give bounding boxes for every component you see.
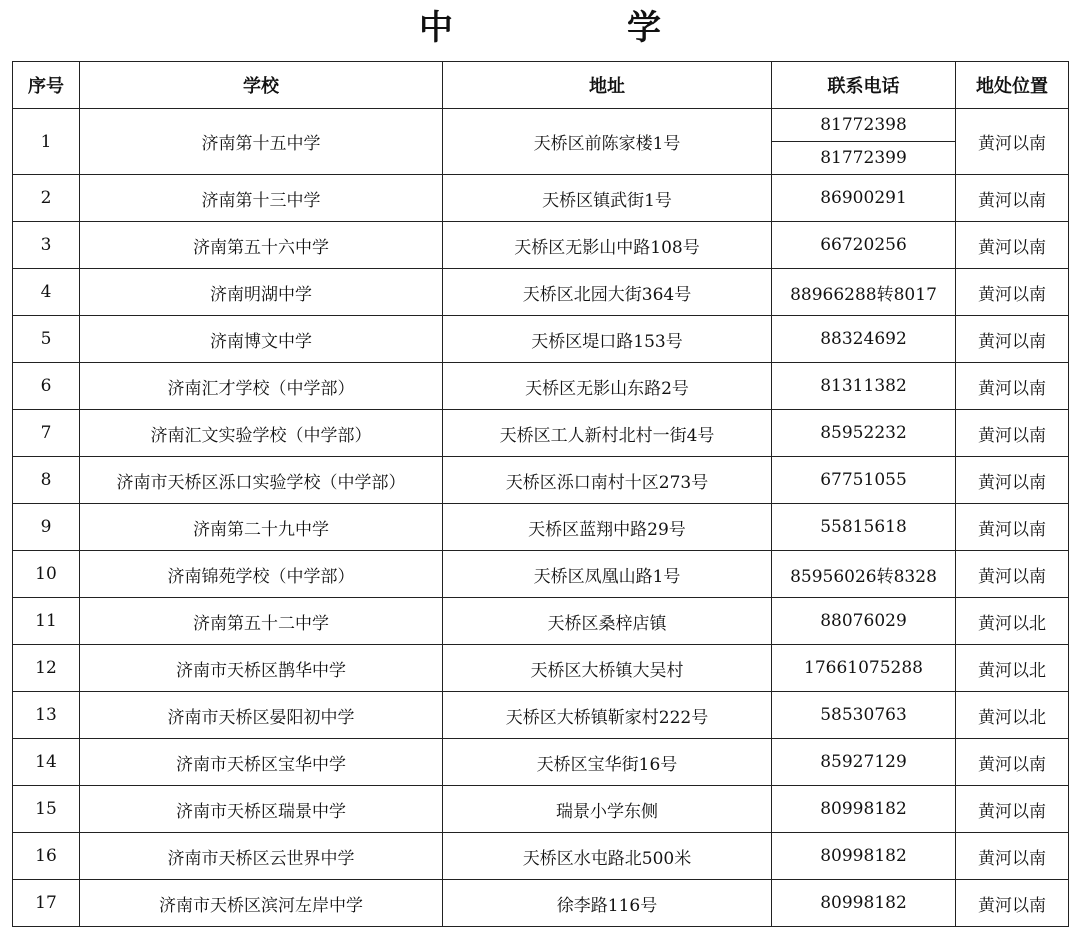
row-number: 2 bbox=[13, 175, 80, 222]
phone-number: 86900291 bbox=[772, 175, 956, 222]
school-address: 天桥区蓝翔中路29号 bbox=[443, 504, 772, 551]
header-phone: 联系电话 bbox=[772, 62, 956, 109]
row-number: 15 bbox=[13, 786, 80, 833]
location: 黄河以南 bbox=[956, 551, 1069, 598]
school-name: 济南第十五中学 bbox=[80, 109, 443, 175]
phone-number: 58530763 bbox=[772, 692, 956, 739]
school-address: 天桥区无影山东路2号 bbox=[443, 363, 772, 410]
location: 黄河以南 bbox=[956, 833, 1069, 880]
location: 黄河以南 bbox=[956, 363, 1069, 410]
school-name: 济南市天桥区云世界中学 bbox=[80, 833, 443, 880]
phone-number: 88076029 bbox=[772, 598, 956, 645]
row-number: 10 bbox=[13, 551, 80, 598]
school-address: 天桥区宝华街16号 bbox=[443, 739, 772, 786]
school-name: 济南汇文实验学校（中学部） bbox=[80, 410, 443, 457]
header-address: 地址 bbox=[443, 62, 772, 109]
table-row bbox=[13, 269, 1069, 316]
location: 黄河以南 bbox=[956, 739, 1069, 786]
table-row bbox=[13, 833, 1069, 880]
school-address: 瑞景小学东侧 bbox=[443, 786, 772, 833]
row-number: 17 bbox=[13, 880, 80, 927]
table-row bbox=[13, 316, 1069, 363]
header-location: 地处位置 bbox=[956, 62, 1069, 109]
phone-number: 17661075288 bbox=[772, 645, 956, 692]
row-number: 6 bbox=[13, 363, 80, 410]
table-row bbox=[13, 739, 1069, 786]
school-name: 济南明湖中学 bbox=[80, 269, 443, 316]
phone-number: 85952232 bbox=[772, 410, 956, 457]
school-address: 天桥区桑梓店镇 bbox=[443, 598, 772, 645]
row-number: 3 bbox=[13, 222, 80, 269]
school-address: 天桥区泺口南村十区273号 bbox=[443, 457, 772, 504]
school-address: 天桥区大桥镇靳家村222号 bbox=[443, 692, 772, 739]
school-name: 济南汇才学校（中学部） bbox=[80, 363, 443, 410]
location: 黄河以北 bbox=[956, 692, 1069, 739]
location: 黄河以南 bbox=[956, 175, 1069, 222]
page-title: 中 学 bbox=[419, 8, 731, 48]
table-row bbox=[13, 457, 1069, 504]
phone-number: 85927129 bbox=[772, 739, 956, 786]
phone-number: 66720256 bbox=[772, 222, 956, 269]
phone-number: 80998182 bbox=[772, 786, 956, 833]
phone-number: 81311382 bbox=[772, 363, 956, 410]
location: 黄河以南 bbox=[956, 269, 1069, 316]
phone-number: 80998182 bbox=[772, 833, 956, 880]
school-address: 天桥区凤凰山路1号 bbox=[443, 551, 772, 598]
row-number: 14 bbox=[13, 739, 80, 786]
school-name: 济南第十三中学 bbox=[80, 175, 443, 222]
table-row bbox=[13, 109, 1069, 142]
location: 黄河以南 bbox=[956, 786, 1069, 833]
location: 黄河以南 bbox=[956, 457, 1069, 504]
school-address: 天桥区前陈家楼1号 bbox=[443, 109, 772, 175]
location: 黄河以南 bbox=[956, 222, 1069, 269]
header-row bbox=[13, 62, 1069, 109]
school-address: 徐李路116号 bbox=[443, 880, 772, 927]
row-number: 1 bbox=[13, 109, 80, 175]
phone-number: 85956026转8328 bbox=[772, 551, 956, 598]
phone-number: 88324692 bbox=[772, 316, 956, 363]
row-number: 12 bbox=[13, 645, 80, 692]
row-number: 11 bbox=[13, 598, 80, 645]
table-row bbox=[13, 645, 1069, 692]
school-address: 天桥区北园大街364号 bbox=[443, 269, 772, 316]
table-row bbox=[13, 692, 1069, 739]
phone-number: 81772398 bbox=[772, 109, 956, 142]
row-number: 9 bbox=[13, 504, 80, 551]
location: 黄河以北 bbox=[956, 645, 1069, 692]
location: 黄河以南 bbox=[956, 316, 1069, 363]
school-address: 天桥区镇武街1号 bbox=[443, 175, 772, 222]
school-name: 济南博文中学 bbox=[80, 316, 443, 363]
phone-number: 81772399 bbox=[772, 142, 956, 175]
school-name: 济南锦苑学校（中学部） bbox=[80, 551, 443, 598]
school-address: 天桥区大桥镇大吴村 bbox=[443, 645, 772, 692]
table-row bbox=[13, 175, 1069, 222]
table-body bbox=[13, 109, 1069, 927]
table-row bbox=[13, 504, 1069, 551]
row-number: 5 bbox=[13, 316, 80, 363]
phone-number: 55815618 bbox=[772, 504, 956, 551]
school-name: 济南市天桥区晏阳初中学 bbox=[80, 692, 443, 739]
row-number: 7 bbox=[13, 410, 80, 457]
phone-number: 80998182 bbox=[772, 880, 956, 927]
school-name: 济南市天桥区鹊华中学 bbox=[80, 645, 443, 692]
school-address: 天桥区水屯路北500米 bbox=[443, 833, 772, 880]
school-name: 济南第五十六中学 bbox=[80, 222, 443, 269]
location: 黄河以南 bbox=[956, 410, 1069, 457]
table-row bbox=[13, 598, 1069, 645]
table-row bbox=[13, 551, 1069, 598]
school-address: 天桥区堤口路153号 bbox=[443, 316, 772, 363]
row-number: 4 bbox=[13, 269, 80, 316]
school-address: 天桥区工人新村北村一街4号 bbox=[443, 410, 772, 457]
phone-number: 67751055 bbox=[772, 457, 956, 504]
row-number: 8 bbox=[13, 457, 80, 504]
school-name: 济南市天桥区宝华中学 bbox=[80, 739, 443, 786]
table-row bbox=[13, 363, 1069, 410]
table-row bbox=[13, 786, 1069, 833]
table-row bbox=[13, 222, 1069, 269]
school-name: 济南市天桥区泺口实验学校（中学部） bbox=[80, 457, 443, 504]
location: 黄河以南 bbox=[956, 109, 1069, 175]
school-name: 济南第二十九中学 bbox=[80, 504, 443, 551]
location: 黄河以南 bbox=[956, 504, 1069, 551]
row-number: 16 bbox=[13, 833, 80, 880]
school-table bbox=[12, 61, 1069, 927]
school-name: 济南市天桥区瑞景中学 bbox=[80, 786, 443, 833]
table-row bbox=[13, 410, 1069, 457]
location: 黄河以南 bbox=[956, 880, 1069, 927]
school-name: 济南第五十二中学 bbox=[80, 598, 443, 645]
location: 黄河以北 bbox=[956, 598, 1069, 645]
header-school: 学校 bbox=[80, 62, 443, 109]
header-no: 序号 bbox=[13, 62, 80, 109]
phone-number: 88966288转8017 bbox=[772, 269, 956, 316]
school-name: 济南市天桥区滨河左岸中学 bbox=[80, 880, 443, 927]
table-row bbox=[13, 880, 1069, 927]
school-address: 天桥区无影山中路108号 bbox=[443, 222, 772, 269]
row-number: 13 bbox=[13, 692, 80, 739]
